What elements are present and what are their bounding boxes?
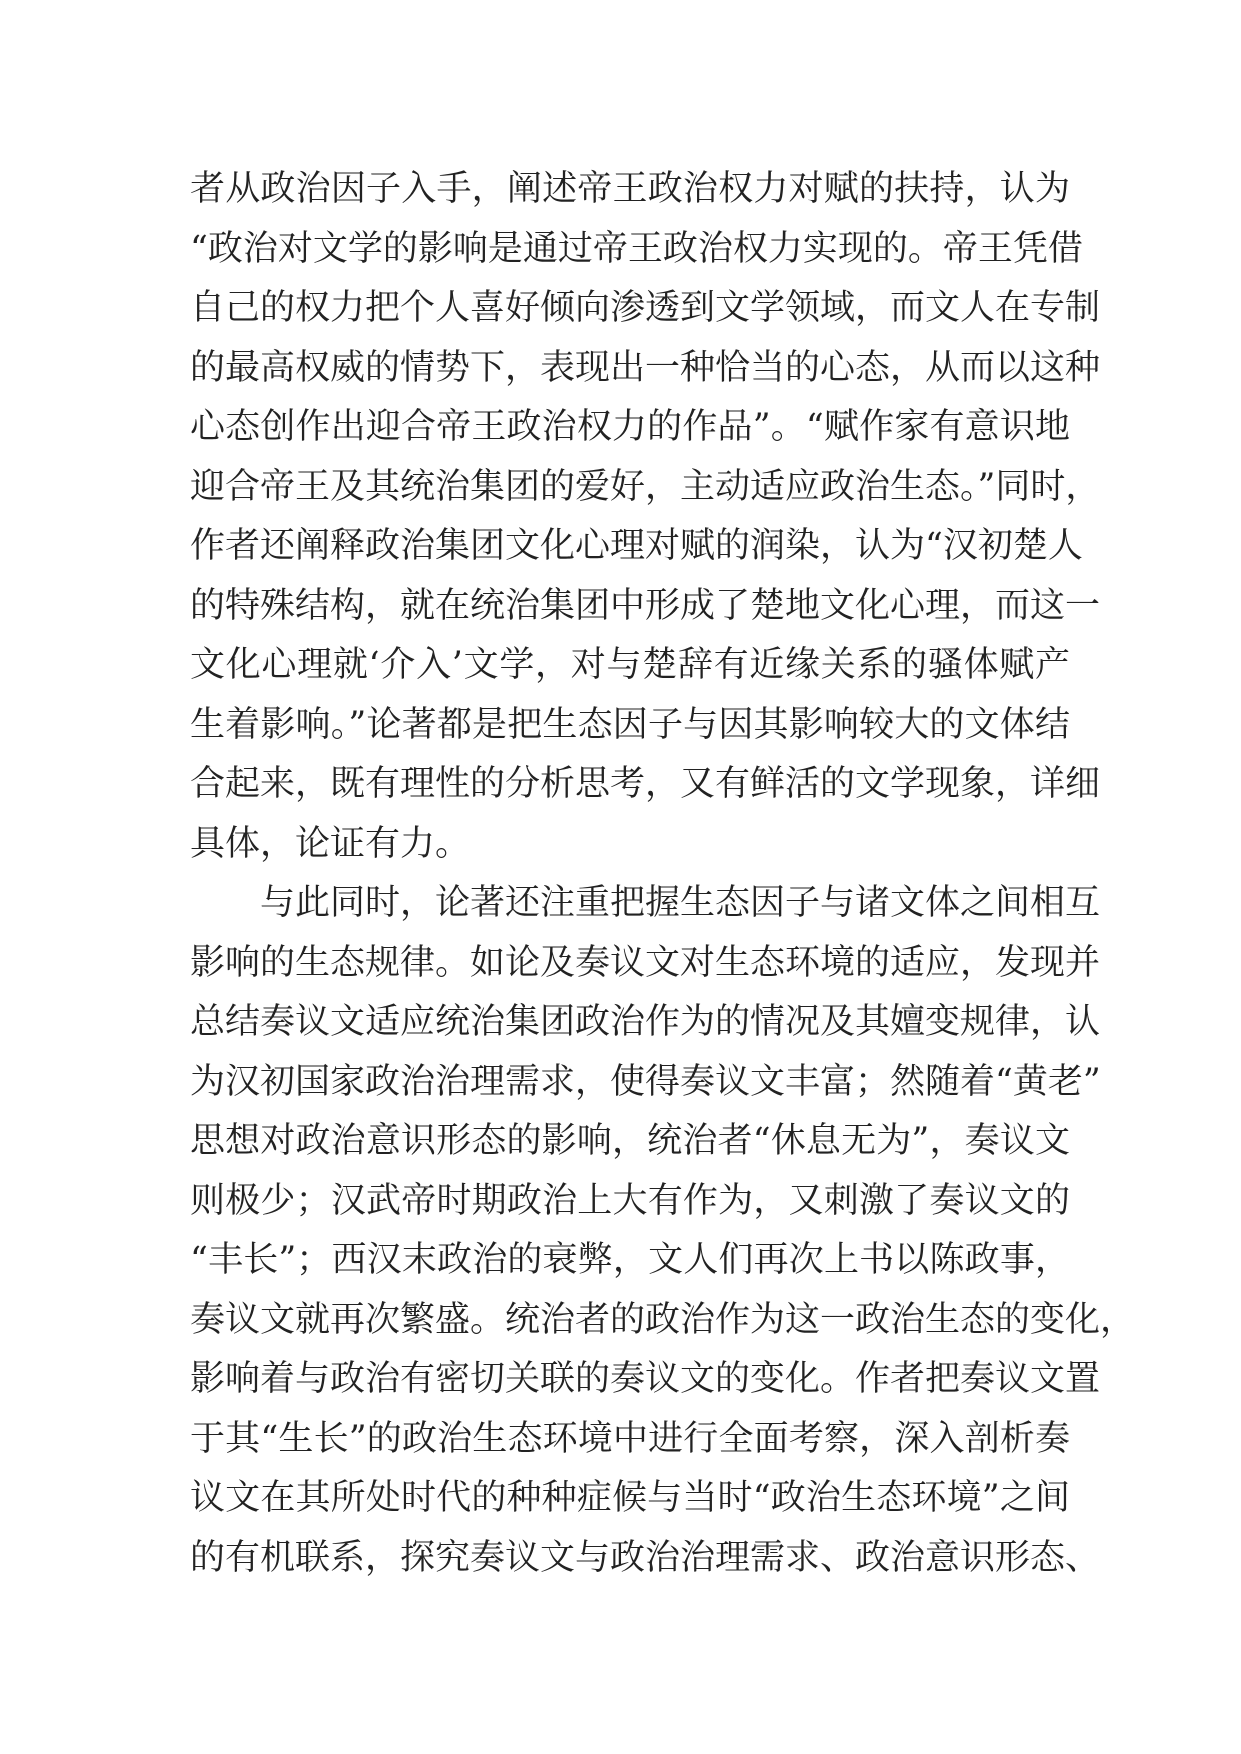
text-line: 心态创作出迎合帝王政治权力的作品”。“赋作家有意识地: [190, 407, 1070, 447]
text-line: 议文在其所处时代的种种症候与当时“政治生态环境”之间: [190, 1478, 1070, 1518]
text-line: 合起来，既有理性的分析思考，又有鲜活的文学现象，详细: [190, 764, 1101, 804]
text-line: 生着影响。”论著都是把生态因子与因其影响较大的文体结: [190, 704, 1070, 745]
text-line: 奏议文就再次繁盛。统治者的政治作为这一政治生态的变化，: [190, 1299, 1136, 1340]
text-line: 者从政治因子入手，阐述帝王政治权力对赋的扶持，认为: [190, 169, 1070, 209]
text-line: “政治对文学的影响是通过帝王政治权力实现的。帝王凭借: [190, 228, 1083, 269]
text-line: 总结奏议文适应统治集团政治作为的情况及其嬗变规律，认: [190, 1002, 1101, 1042]
text-line: 则极少；汉武帝时期政治上大有作为，又刺激了奏议文的: [190, 1180, 1070, 1221]
text-line: 文化心理就‘介入’文学，对与楚辞有近缘关系的骚体赋产: [190, 645, 1070, 685]
text-line: 迎合帝王及其统治集团的爱好，主动适应政治生态。”同时，: [190, 466, 1101, 507]
text-line: 作者还阐释政治集团文化心理对赋的润染，认为“汉初楚人: [190, 526, 1083, 566]
text-line: 的有机联系，探究奏议文与政治治理需求、政治意识形态、: [190, 1537, 1101, 1578]
text-line: 的特殊结构，就在统治集团中形成了楚地文化心理，而这一: [190, 585, 1101, 626]
text-line: 影响着与政治有密切关联的奏议文的变化。作者把奏议文置: [190, 1359, 1101, 1399]
text-line: 具体，论证有力。: [190, 823, 471, 864]
text-line: 影响的生态规律。如论及奏议文对生态环境的适应，发现并: [190, 942, 1101, 983]
text-line: 思想对政治意识形态的影响，统治者“休息无为”，奏议文: [190, 1121, 1070, 1161]
text-line: 为汉初国家政治治理需求，使得奏议文丰富；然随着“黄老”: [190, 1061, 1101, 1102]
paragraph-first-line: 与此同时，论著还注重把握生态因子与诸文体之间相互: [260, 883, 1101, 923]
text-line: “丰长”；西汉末政治的衰弊，文人们再次上书以陈政事，: [190, 1240, 1070, 1280]
body-text: [190, 160, 1136, 1588]
text-line: 于其“生长”的政治生态环境中进行全面考察，深入剖析奏: [190, 1418, 1070, 1459]
text-line: 自己的权力把个人喜好倾向渗透到文学领域，而文人在专制: [190, 288, 1101, 328]
text-line: 的最高权威的情势下，表现出一种恰当的心态，从而以这种: [190, 347, 1101, 388]
